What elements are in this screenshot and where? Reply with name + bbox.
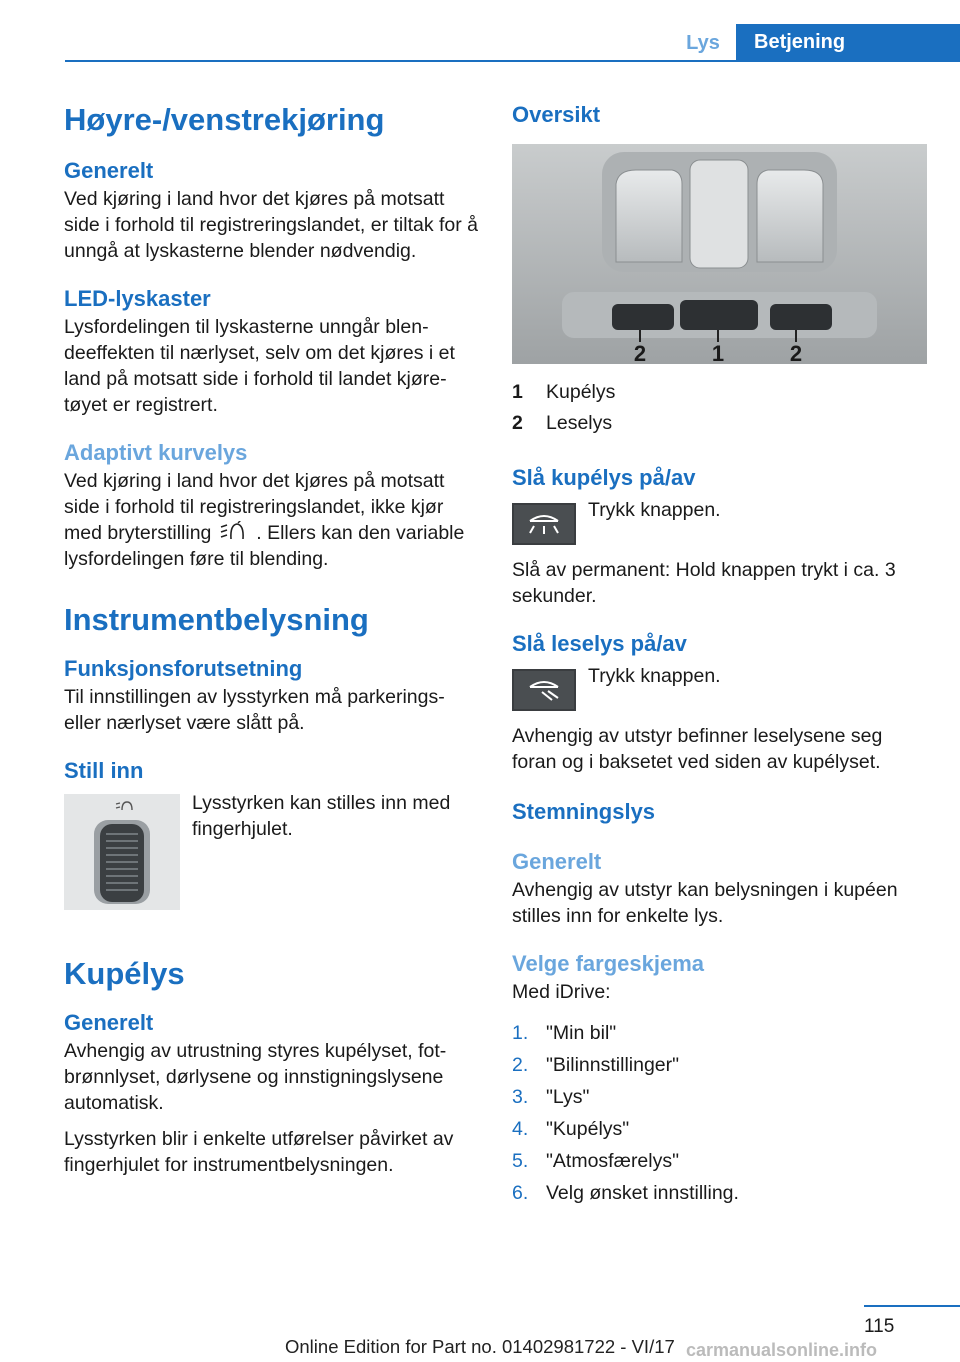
step-label: "Bilinnstillinger"	[546, 1054, 680, 1076]
paragraph-funksjonsforutsetning: Til innstillingen av lysstyrken må parkerings-eller nærlyset være slått på.	[64, 686, 445, 734]
legend-item	[512, 408, 927, 439]
paragraph-generelt: Ved kjøring i land hvor det kjøres på motsatt side i forhold til registreringslandet, er tiltak for å unngå at lyskasterne blender nødvendig.	[64, 188, 479, 262]
heading-velge-fargeskjema: Velge fargeskjema	[512, 951, 705, 976]
heading-sla-kupelys: Slå kupélys på/av	[512, 465, 696, 490]
step-number: 5.	[512, 1150, 529, 1172]
heading-hoyre-venstrekjoring: Høyre-/venstrekjøring	[64, 102, 385, 137]
step-number: 4.	[512, 1118, 529, 1140]
adaptivt-text-2: . Ellers kan den variable lysfordelingen føre til blending.	[64, 522, 465, 570]
heading-led-lyskaster: LED-lyskaster	[64, 286, 211, 311]
heading-sla-leselys: Slå leselys på/av	[512, 631, 687, 656]
heading-still-inn: Still inn	[64, 758, 144, 783]
reading-light-button-icon	[512, 669, 576, 711]
curve-light-switch-icon	[217, 521, 251, 543]
step-label: "Lys"	[546, 1086, 590, 1108]
adaptivt-text-1: Ved kjøring i land hvor det kjøres på motsatt side i forhold til registreringslandet, ikke kjør med bryterstilling	[64, 470, 445, 544]
paragraph-adaptivt	[64, 468, 479, 572]
watermark: carmanualsonline.info	[686, 1340, 878, 1360]
heading-oversikt: Oversikt	[512, 102, 601, 127]
step-label: Velg ønsket innstilling.	[546, 1182, 739, 1204]
heading-funksjonsforutsetning: Funksjonsforutsetning	[64, 656, 303, 681]
tab-betjening: Betjening	[736, 24, 960, 61]
heading-adaptivt-kurvelys: Adaptivt kurvelys	[64, 440, 248, 465]
still-inn-row	[64, 794, 479, 910]
step-number: 1.	[512, 1022, 529, 1044]
paragraph-led: Lysfordelingen til lyskasterne unngår blen-deeffekten til nærlyset, selv om det kjøres i et land på motsatt side i forhold til landet kjøre-tøyet er registrert.	[64, 316, 455, 416]
step-number: 2.	[512, 1054, 529, 1076]
sla-leselys-row	[512, 665, 927, 711]
heading-instrumentbelysning: Instrumentbelysning	[64, 602, 369, 637]
paragraph-kupelys-1: Avhengig av utrustning styres kupélyset, fot-brønnlyset, dørlysene og innstigningslysene automatisk.	[64, 1040, 447, 1114]
paragraph-avhengig-leselys: Avhengig av utstyr befinner leselysene seg foran og i baksetet ved siden av kupélyset.	[512, 725, 883, 773]
step-item	[512, 1049, 927, 1081]
step-item	[512, 1177, 927, 1209]
legend-label: Kupélys	[546, 381, 616, 403]
page-number: 115	[864, 1316, 895, 1337]
header-rule	[65, 60, 960, 62]
steps-list	[512, 1017, 927, 1209]
tab-lys: Lys	[686, 32, 720, 54]
image-callout-1: 1	[711, 341, 725, 364]
step-number: 3.	[512, 1086, 529, 1108]
heading-kupelys: Kupélys	[64, 956, 185, 991]
edition-text: Online Edition for Part no. 01402981722 - VI/17	[285, 1336, 675, 1357]
thumbwheel-image	[64, 794, 180, 910]
interior-light-button-icon	[512, 503, 576, 545]
paragraph-still-inn: Lysstyrken kan stilles inn med fingerhjulet.	[192, 792, 451, 840]
step-item	[512, 1017, 927, 1049]
legend-number: 2	[512, 412, 523, 434]
image-callout-2-right: 2	[789, 341, 803, 364]
paragraph-trykk-knappen-lese: Trykk knappen.	[588, 665, 721, 687]
step-label: "Min bil"	[546, 1022, 617, 1044]
paragraph-med-idrive: Med iDrive:	[512, 981, 611, 1003]
right-column	[512, 100, 927, 1209]
heading-generelt-stemning: Generelt	[512, 849, 602, 874]
legend-number: 1	[512, 381, 523, 403]
interior-light-overview-image	[512, 144, 927, 364]
step-item	[512, 1113, 927, 1145]
sla-kupelys-row	[512, 499, 927, 545]
legend-label: Leselys	[546, 412, 613, 434]
heading-stemningslys: Stemningslys	[512, 799, 656, 824]
left-column	[64, 100, 479, 1178]
heading-generelt: Generelt	[64, 158, 154, 183]
legend-item	[512, 377, 927, 408]
paragraph-sla-av-permanent: Slå av permanent: Hold knappen trykt i ca. 3 sekunder.	[512, 559, 896, 607]
step-item	[512, 1145, 927, 1177]
step-number: 6.	[512, 1182, 529, 1204]
footer-rule	[864, 1305, 960, 1307]
heading-generelt-kupelys: Generelt	[64, 1010, 154, 1035]
step-item	[512, 1081, 927, 1113]
step-label: "Kupélys"	[546, 1118, 630, 1140]
step-label: "Atmosfærelys"	[546, 1150, 680, 1172]
image-callout-2-left: 2	[633, 341, 647, 364]
paragraph-generelt-stemning: Avhengig av utstyr kan belysningen i kupéen stilles inn for enkelte lys.	[512, 879, 898, 927]
paragraph-trykk-knappen-kupe: Trykk knappen.	[588, 499, 721, 521]
paragraph-kupelys-2: Lysstyrken blir i enkelte utførelser påvirket av fingerhjulet for instrumentbelysningen.	[64, 1128, 454, 1176]
